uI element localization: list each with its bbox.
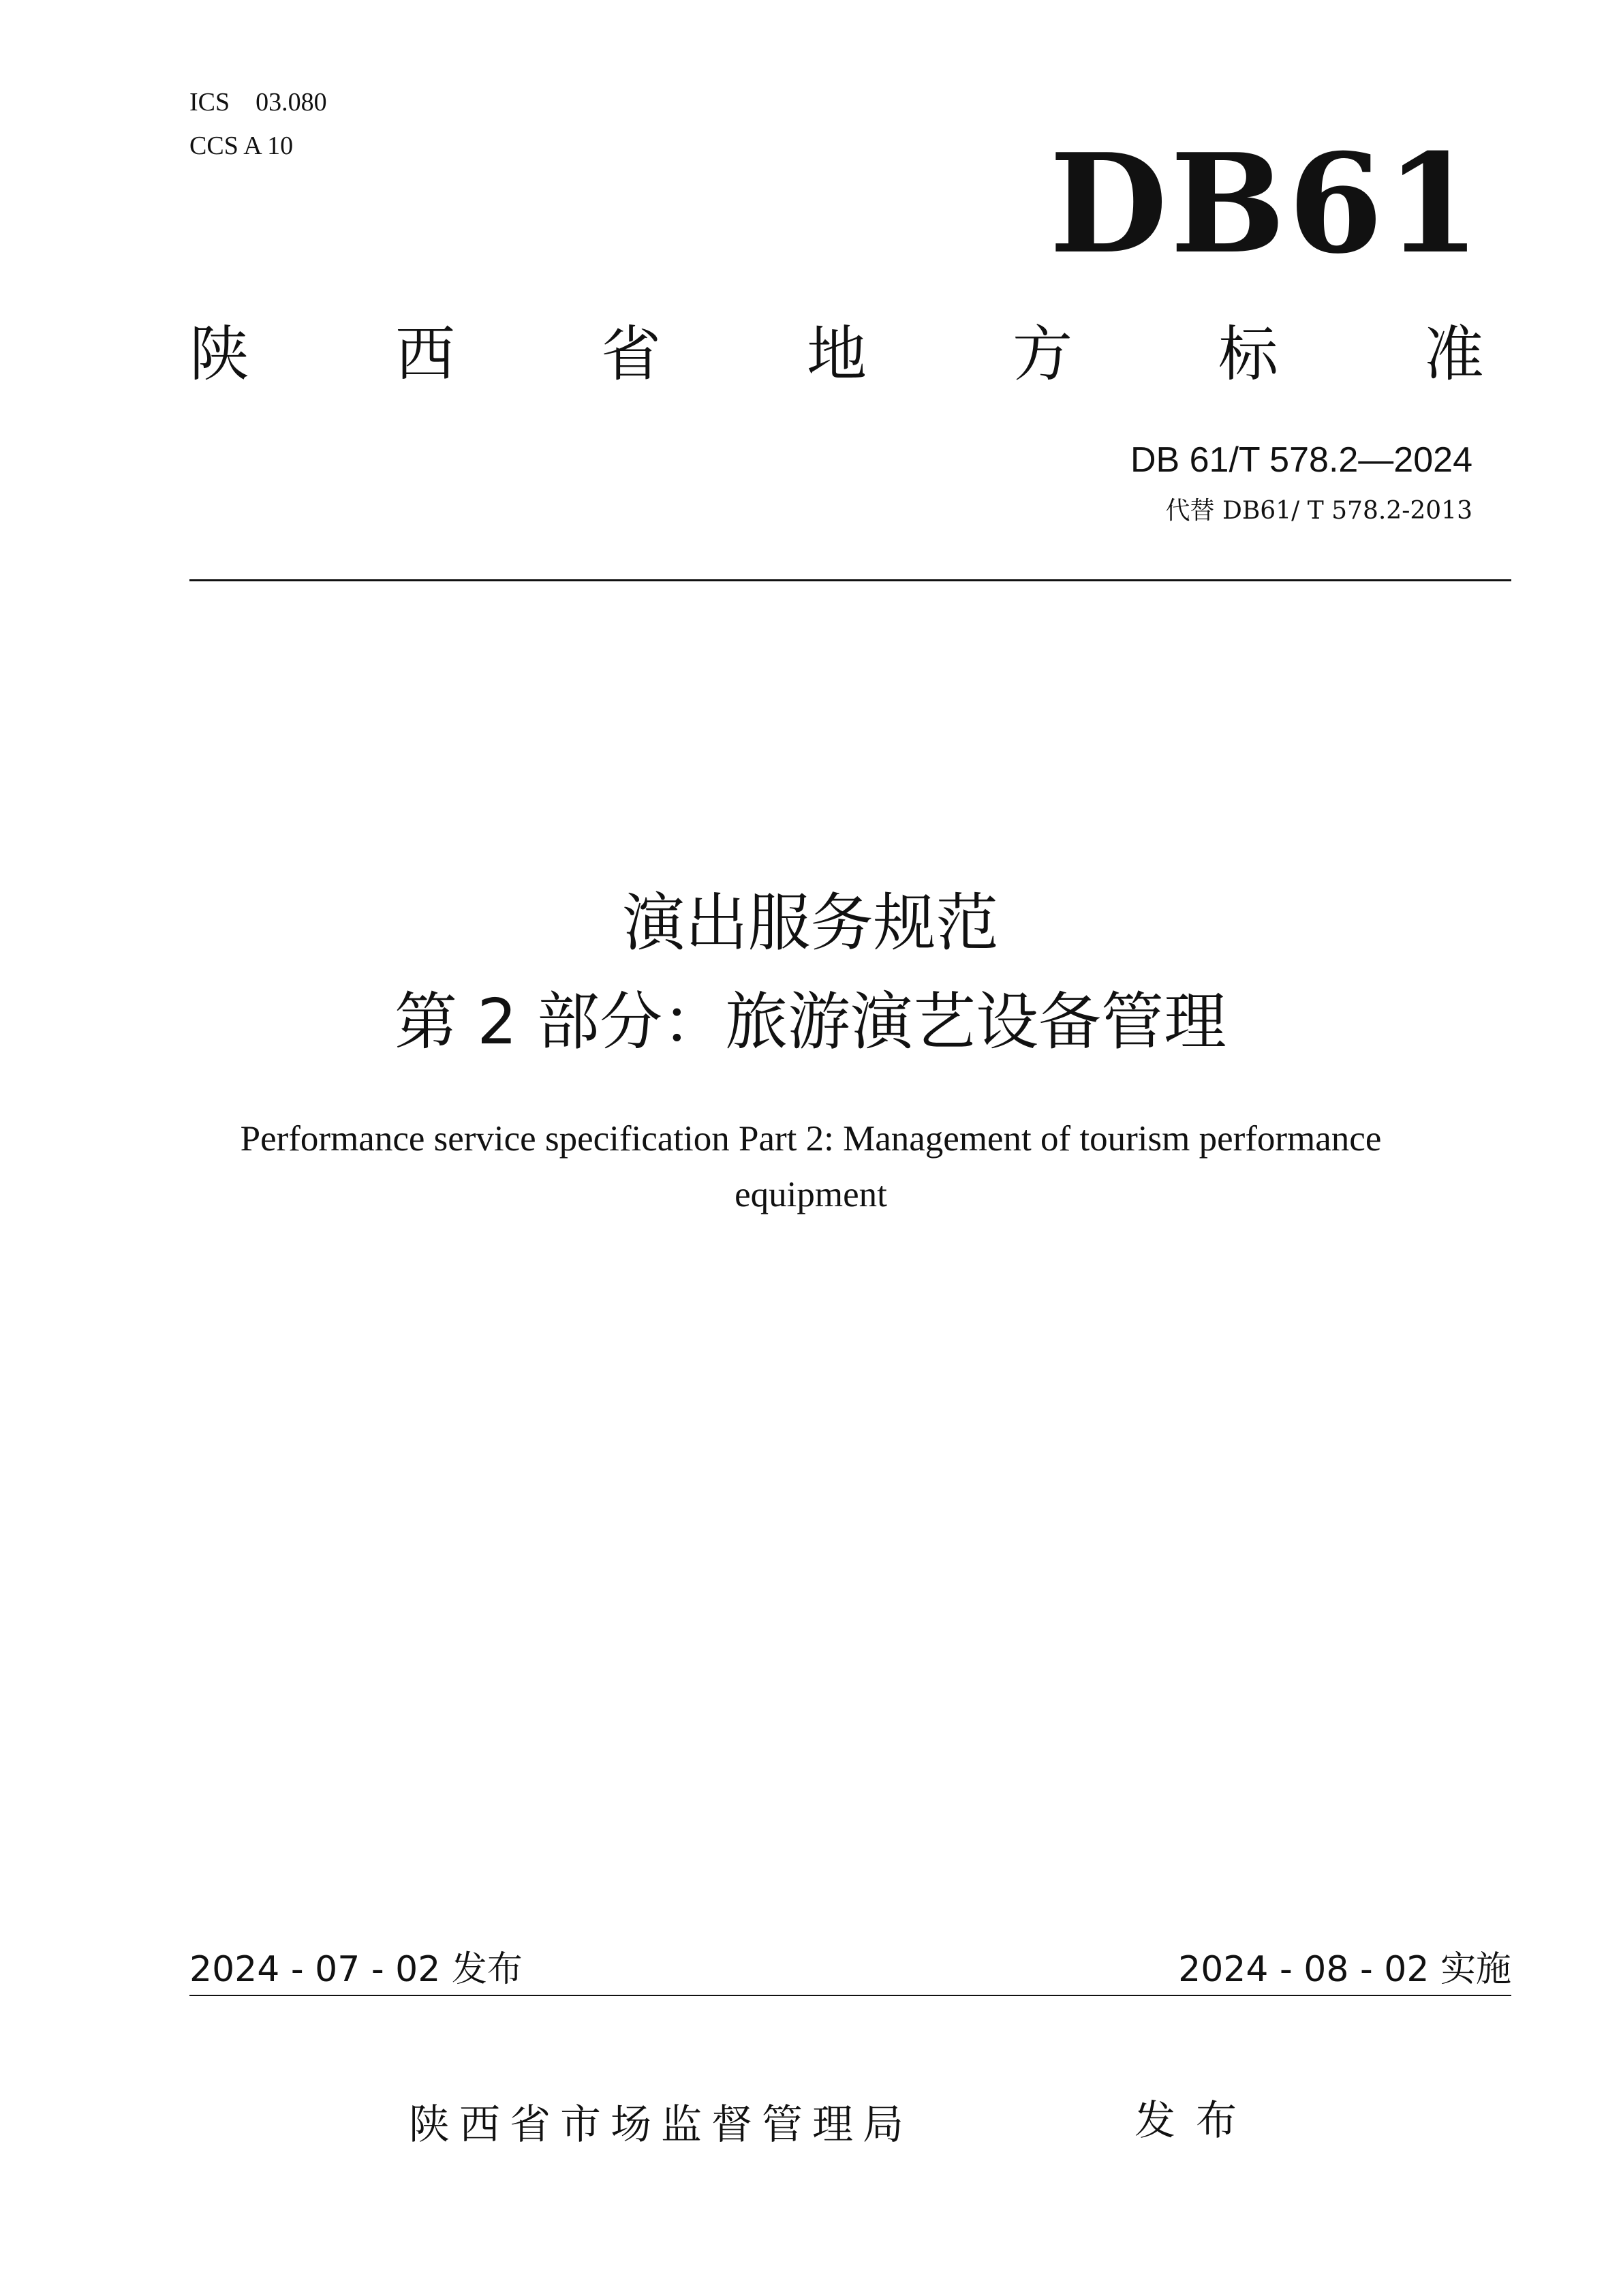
standard-number: DB 61/T 578.2—2024 bbox=[1130, 440, 1472, 480]
standard-type-char: 省 bbox=[600, 319, 661, 389]
title-en: Performance service specification Part 2: Management of tourism performance equipment bbox=[240, 1119, 1382, 1214]
ccs-code: CCS A 10 bbox=[189, 132, 294, 160]
standard-type-char: 准 bbox=[1423, 319, 1484, 389]
standard-type-char: 陕 bbox=[189, 319, 250, 389]
issuing-authority: 陕西省市场监督管理局 bbox=[409, 2101, 913, 2149]
standard-type-char: 标 bbox=[1218, 319, 1278, 389]
issuing-label: 发布 bbox=[1134, 2097, 1257, 2145]
issue-date: 2024 - 07 - 02 发布 bbox=[189, 1949, 523, 1990]
standard-type-char: 地 bbox=[806, 319, 867, 389]
standard-type-heading bbox=[189, 317, 1484, 392]
db61-logo: DB61 bbox=[1049, 124, 1483, 284]
standard-type-char: 方 bbox=[1012, 319, 1072, 389]
header-divider bbox=[189, 579, 1511, 581]
title-cn-main: 演出服务规范 bbox=[622, 887, 999, 960]
classification-codes bbox=[189, 80, 327, 168]
replaces-standard: 代替 DB61/ T 578.2-2013 bbox=[1165, 497, 1472, 525]
implementation-date: 2024 - 08 - 02 实施 bbox=[1178, 1949, 1511, 1990]
footer-divider bbox=[189, 1995, 1511, 1996]
standard-type-char: 西 bbox=[395, 319, 455, 389]
title-cn-part: 第 2 部分：旅游演艺设备管理 bbox=[394, 985, 1227, 1058]
ics-code: ICS 03.080 bbox=[189, 88, 327, 117]
